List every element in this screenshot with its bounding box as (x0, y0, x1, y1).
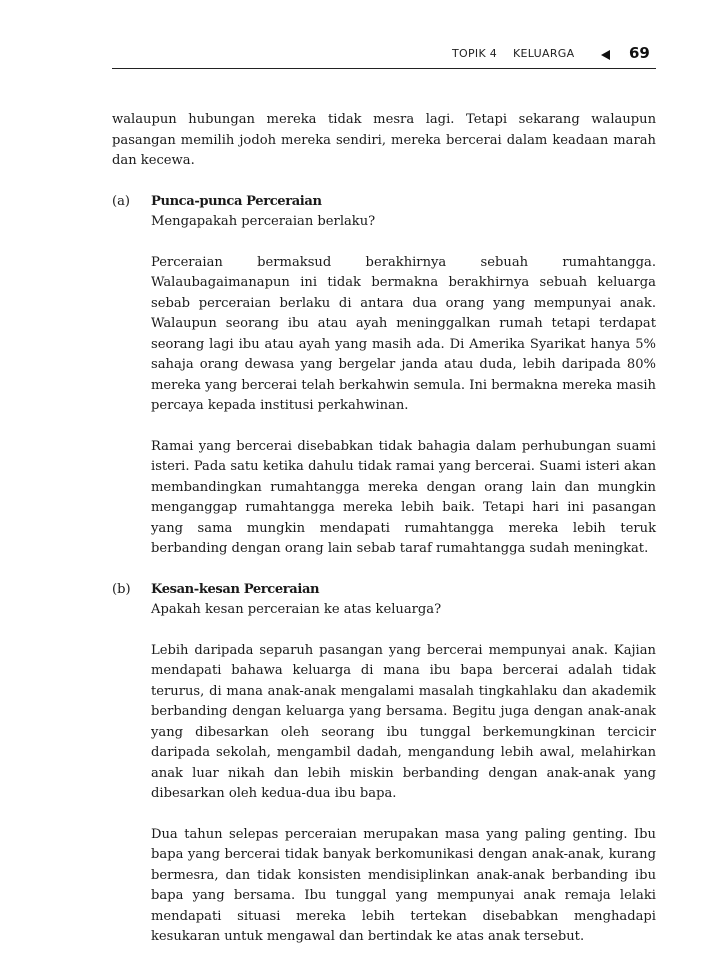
section-question: Apakah kesan perceraian ke atas keluarga? (151, 602, 442, 617)
page-number: 69 (629, 44, 650, 62)
section-title: Punca-punca Perceraian (151, 193, 322, 209)
section-a (112, 192, 656, 560)
section-b (112, 580, 656, 948)
paragraph: Lebih daripada separuh pasangan yang bercerai mempunyai anak. Kajian mendapati bahawa keluarga di mana ibu bapa bercerai adalah tidak terurus, di mana anak-anak mengalami masalah tingkahlaku dan akademik berbanding dengan keluarga yang bersama. Begitu juga dengan anak-anak yang dibesarkan oleh seorang ibu tunggal berkemungkinan tercicir daripada sekolah, mengambil dadah, mengandung lebih awal, melahirkan anak luar nikah dan lebih miskin berbanding dengan anak-anak yang dibesarkan oleh kedua-dua ibu bapa. (151, 642, 656, 801)
header-title: KELUARGA (513, 47, 575, 60)
left-triangle-icon (601, 50, 610, 60)
page-body (112, 110, 656, 968)
paragraph: Dua tahun selepas perceraian merupakan masa yang paling genting. Ibu bapa yang bercerai tidak banyak berkomunikasi dengan anak-anak, kurang bermesra, dan tidak konsisten mendisiplinkan anak-anak berbanding ibu bapa yang bersama. Ibu tunggal yang mempunyai anak remaja lelaki mendapati situasi mereka lebih tertekan disebabkan menghadapi kesukaran untuk mengawal dan bertindak ke atas anak tersebut. (151, 826, 656, 944)
header-topic: TOPIK 4 (452, 47, 498, 60)
section-question: Mengapakah perceraian berlaku? (151, 214, 376, 229)
section-title: Kesan-kesan Perceraian (151, 581, 320, 597)
section-marker: (b) (112, 581, 131, 597)
paragraph: Ramai yang bercerai disebabkan tidak bahagia dalam perhubungan suami isteri. Pada satu ketika dahulu tidak ramai yang bercerai. Suami isteri akan membandingkan rumahtangga mereka dengan orang lain dan mungkin menganggap rumahtangga mereka lebih baik. Tetapi hari ini pasangan yang sama mungkin mendapati rumahtangga mereka lebih teruk berbanding dengan orang lain sebab taraf rumahtangga sudah meningkat. (151, 438, 656, 556)
section-marker: (a) (112, 193, 131, 209)
paragraph: Perceraian bermaksud berakhirnya sebuah rumahtangga. Walaubagaimanapun ini tidak bermakna berakhirnya sebuah keluarga sebab perceraian berlaku di antara dua orang yang mempunyai anak. Walaupun seorang ibu atau ayah meninggalkan rumah tetapi terdapat seorang lagi ibu atau ayah yang masih ada. Di Amerika Syarikat hanya 5% sahaja orang dewasa yang bergelar janda atau duda, lebih daripada 80% mereka yang bercerai telah berkahwin semula. Ini bermakna mereka masih percaya kepada institusi perkahwinan. (151, 254, 656, 413)
page-header (112, 44, 656, 69)
intro-paragraph: walaupun hubungan mereka tidak mesra lagi. Tetapi sekarang walaupun pasangan memilih jodoh mereka sendiri, mereka bercerai dalam keadaan marah dan kecewa. (112, 112, 656, 168)
